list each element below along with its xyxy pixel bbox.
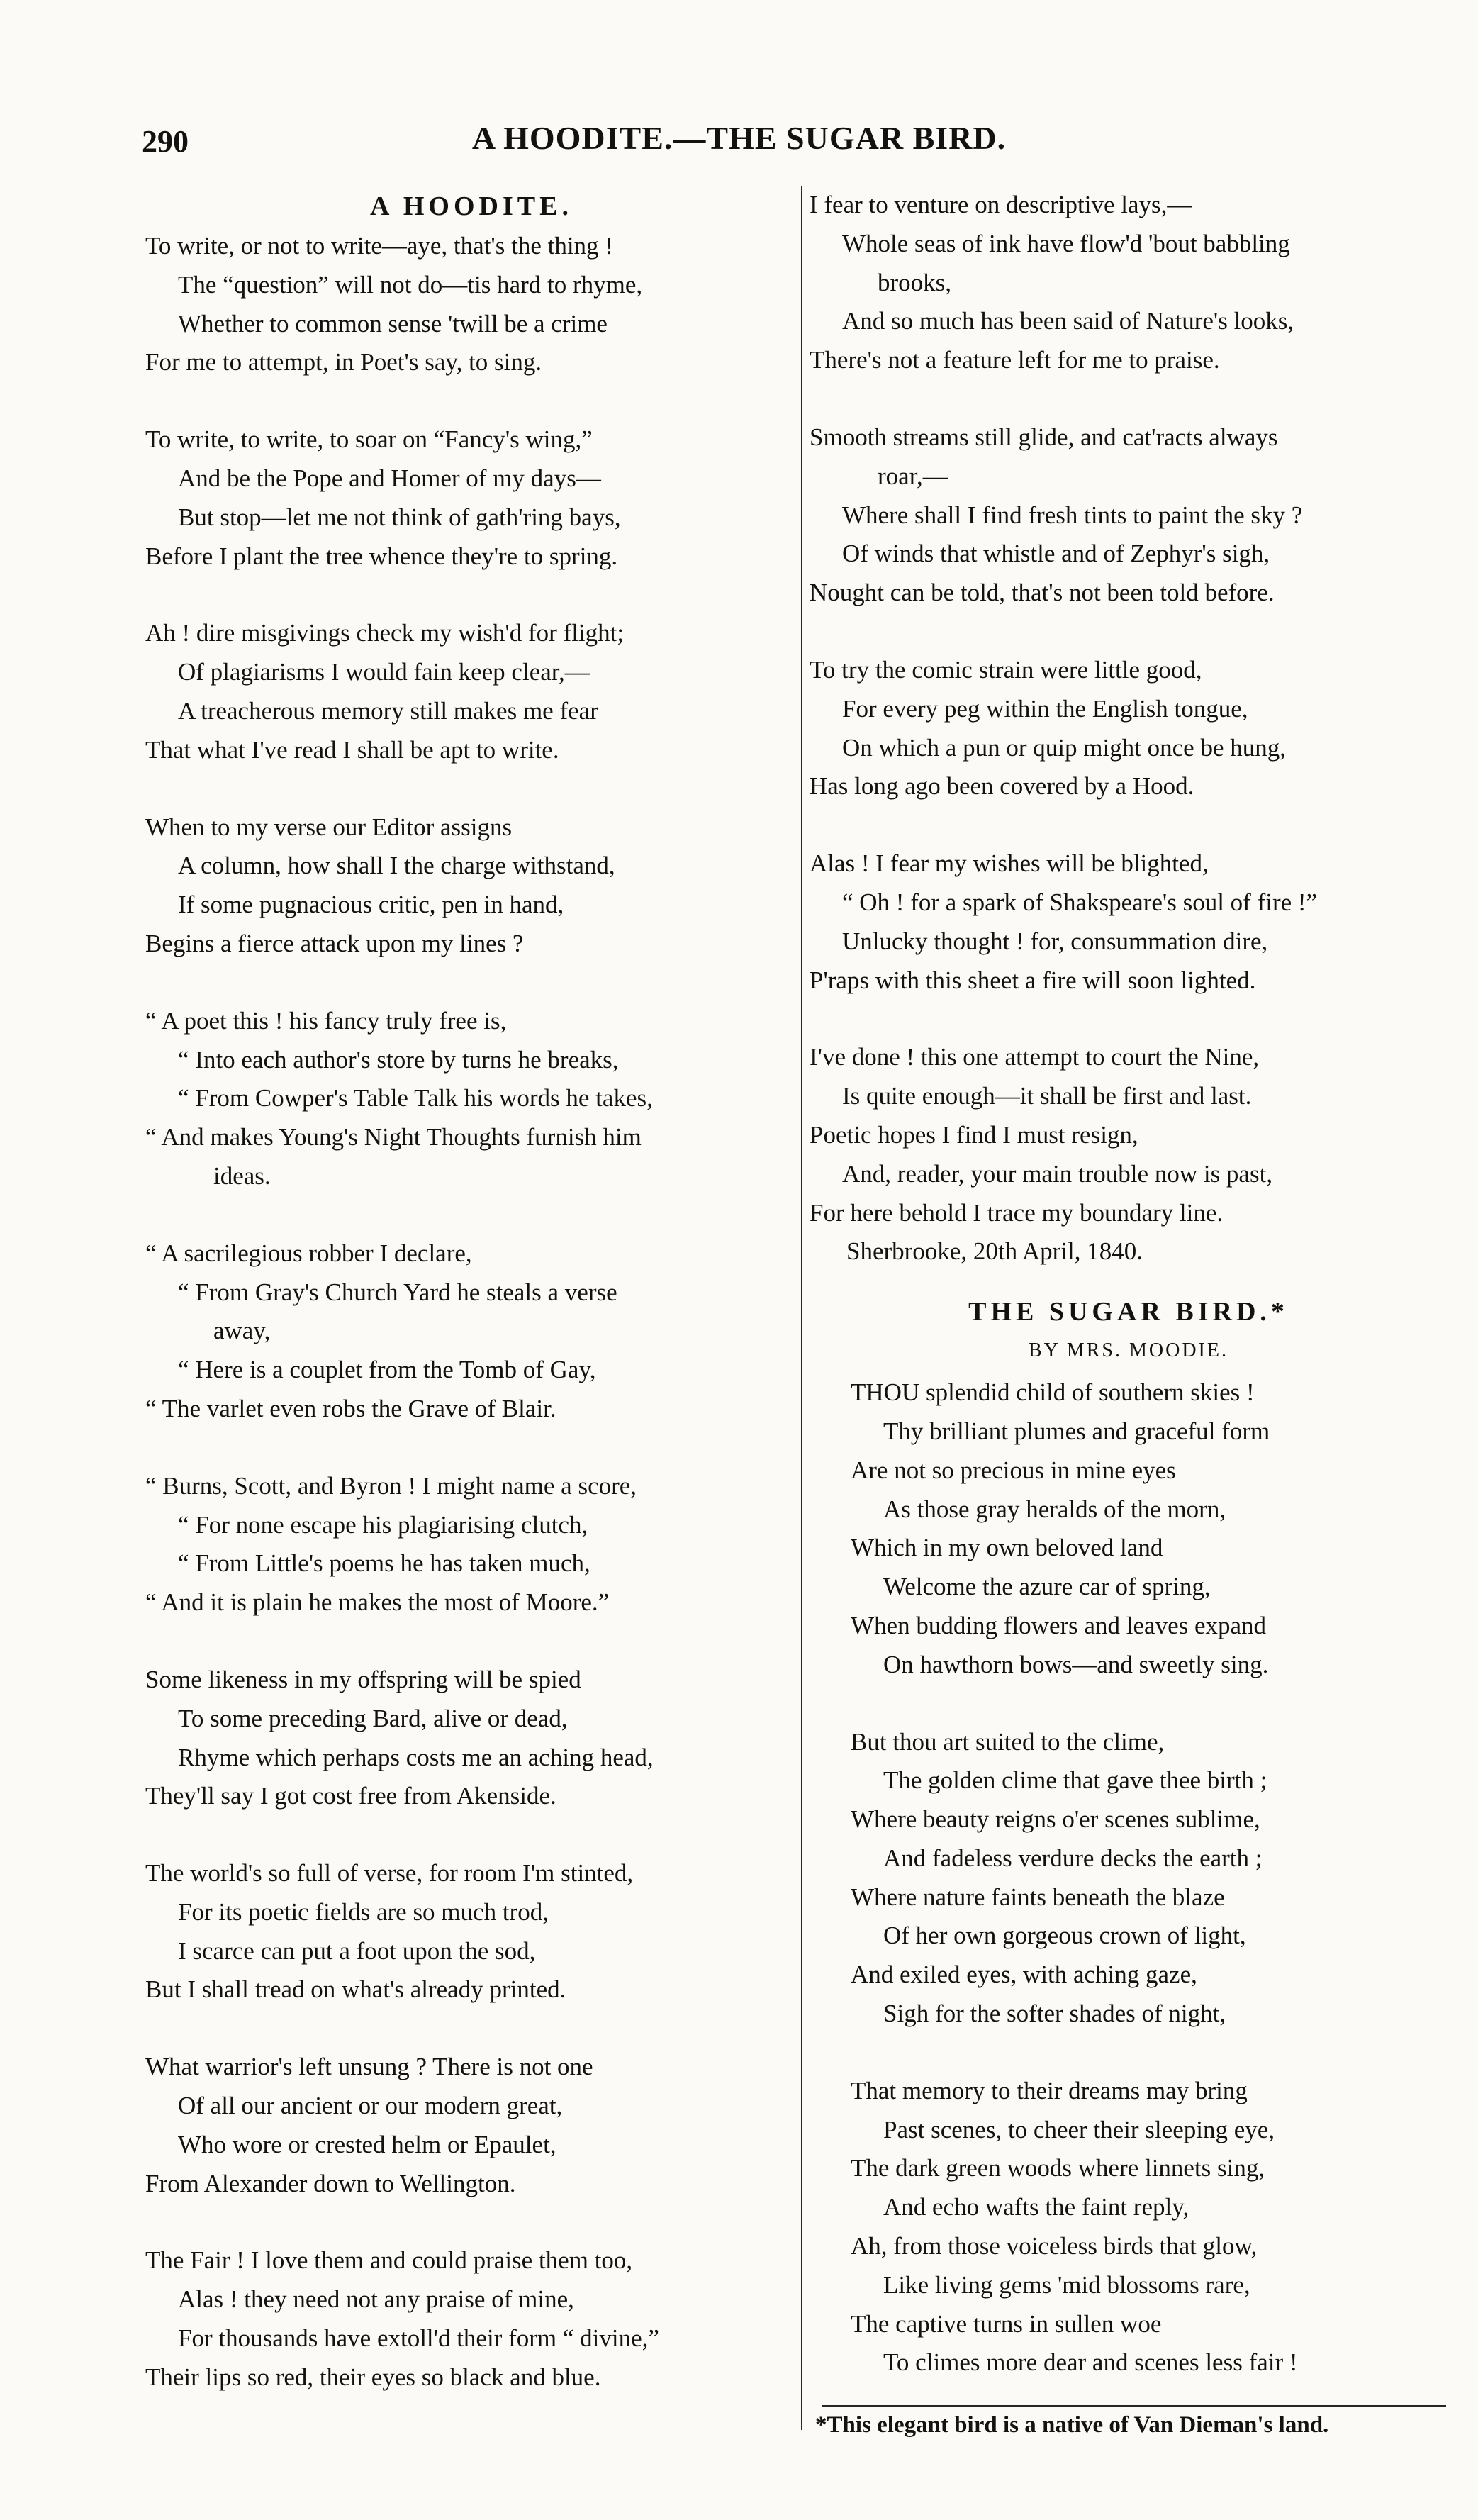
hoodite-stanza-3 — [145, 614, 797, 769]
verse-line: To write, or not to write—aye, that's the thing ! — [145, 232, 613, 260]
hoodite-stanza-1 — [145, 227, 797, 382]
verse-line: What warrior's left unsung ? There is not one — [145, 2053, 593, 2081]
hoodite-stanza-12 — [810, 186, 1448, 380]
verse-line: I've done ! this one attempt to court the Nine, — [810, 1043, 1260, 1071]
verse-line: And exiled eyes, with aching gaze, — [851, 1961, 1197, 1989]
verse-line: If some pugnacious critic, pen in hand, — [178, 891, 564, 919]
verse-line: Whole seas of ink have flow'd 'bout babbling — [842, 229, 1290, 257]
hoodite-stanza-5 — [145, 1002, 797, 1196]
verse-line: Are not so precious in mine eyes — [851, 1456, 1176, 1484]
verse-line: But thou art suited to the clime, — [851, 1727, 1165, 1756]
verse-line: But stop—let me not think of gath'ring bays, — [178, 503, 621, 531]
verse-line: To write, to write, to soar on “Fancy's wing,” — [145, 425, 593, 454]
verse-line: Alas ! I fear my wishes will be blighted, — [810, 849, 1209, 878]
verse-line: On which a pun or quip might once be hung, — [842, 733, 1287, 762]
verse-line: Where beauty reigns o'er scenes sublime, — [851, 1805, 1260, 1834]
verse-line: Before I plant the tree whence they're to spring. — [145, 542, 618, 570]
verse-line: To try the comic strain were little good, — [810, 655, 1202, 684]
verse-line: And echo wafts the faint reply, — [883, 2193, 1189, 2221]
verse-line: Poetic hopes I find I must resign, — [810, 1120, 1138, 1149]
verse-line: Which in my own beloved land — [851, 1534, 1163, 1562]
hoodite-stanza-2 — [145, 420, 797, 576]
verse-line: ideas. — [213, 1161, 271, 1190]
verse-line: Is quite enough—it shall be first and last. — [842, 1082, 1252, 1110]
verse-line: I scarce can put a foot upon the sod, — [178, 1936, 536, 1965]
verse-line: Nought can be told, that's not been told before. — [810, 579, 1275, 607]
dateline: Sherbrooke, 20th April, 1840. — [846, 1237, 1143, 1266]
verse-line: Where nature faints beneath the blaze — [851, 1883, 1225, 1911]
hoodite-stanza-10 — [145, 2048, 797, 2203]
verse-line: When budding flowers and leaves expand — [851, 1611, 1267, 1639]
hoodite-stanza-15 — [810, 844, 1448, 1000]
verse-line: Ah, from those voiceless birds that glow, — [851, 2232, 1258, 2260]
hoodite-stanza-8 — [145, 1661, 797, 1816]
verse-line: “ And makes Young's Night Thoughts furnish him — [145, 1123, 642, 1152]
verse-line: “ For none escape his plagiarising clutch, — [178, 1510, 588, 1539]
hoodite-stanza-13 — [810, 418, 1448, 613]
verse-line: The dark green woods where linnets sing, — [851, 2154, 1265, 2182]
verse-line: The world's so full of verse, for room I'm stinted, — [145, 1859, 634, 1888]
verse-line: P'raps with this sheet a fire will soon lighted. — [810, 966, 1256, 994]
verse-line: But I shall tread on what's already printed. — [145, 1975, 566, 2004]
verse-line: The “question” will not do—tis hard to rhyme, — [178, 270, 643, 299]
hoodite-stanza-7 — [145, 1467, 797, 1622]
hoodite-title: A HOODITE. — [370, 191, 573, 221]
verse-line: “ Oh ! for a spark of Shakspeare's soul of fire !” — [842, 888, 1318, 916]
sugar-bird-stanza-3 — [851, 2072, 1448, 2382]
verse-line: Ah ! dire misgivings check my wish'd for flight; — [145, 619, 625, 647]
verse-line: “ And it is plain he makes the most of Moore.” — [145, 1588, 610, 1617]
verse-line: And be the Pope and Homer of my days— — [178, 464, 601, 492]
hoodite-stanza-16 — [810, 1038, 1448, 1271]
verse-line: When to my verse our Editor assigns — [145, 813, 513, 841]
verse-line: I fear to venture on descriptive lays,— — [810, 191, 1192, 218]
verse-line: Smooth streams still glide, and cat'racts always — [810, 423, 1278, 451]
verse-line: “ Here is a couplet from the Tomb of Gay, — [178, 1356, 596, 1384]
verse-line: For every peg within the English tongue, — [842, 694, 1248, 723]
verse-line: “ From Gray's Church Yard he steals a verse — [178, 1278, 617, 1306]
sugar-bird-byline: BY MRS. MOODIE. — [1029, 1339, 1228, 1362]
verse-line: Past scenes, to cheer their sleeping eye, — [883, 2115, 1275, 2143]
verse-line: “ Burns, Scott, and Byron ! I might name a score, — [145, 1471, 637, 1500]
hoodite-stanza-4 — [145, 808, 797, 964]
hoodite-stanza-14 — [810, 651, 1448, 806]
hoodite-stanza-9 — [145, 1854, 797, 2009]
verse-line: For me to attempt, in Poet's say, to sing. — [145, 348, 542, 377]
footnote-rule — [822, 2405, 1446, 2407]
verse-line: Welcome the azure car of spring, — [883, 1573, 1211, 1601]
verse-line: THOU splendid child of southern skies ! — [851, 1378, 1255, 1407]
column-divider — [801, 186, 802, 2430]
verse-line: And so much has been said of Nature's looks, — [842, 307, 1294, 335]
verse-line: Alas ! they need not any praise of mine, — [178, 2285, 574, 2314]
verse-line: They'll say I got cost free from Akenside. — [145, 1782, 556, 1810]
verse-line: Has long ago been covered by a Hood. — [810, 772, 1194, 801]
hoodite-stanza-11 — [145, 2241, 797, 2397]
verse-line: “ The varlet even robs the Grave of Blair. — [145, 1394, 556, 1422]
footnote: *This elegant bird is a native of Van Dieman's land. — [815, 2412, 1329, 2438]
verse-line: Their lips so red, their eyes so black and blue. — [145, 2363, 601, 2391]
verse-line: Rhyme which perhaps costs me an aching head, — [178, 1743, 654, 1771]
verse-line: Of her own gorgeous crown of light, — [883, 1922, 1246, 1950]
sugar-bird-poem — [810, 1373, 1448, 2382]
verse-line: A treacherous memory still makes me fear — [178, 696, 598, 725]
verse-line: brooks, — [878, 268, 952, 296]
verse-line: The golden clime that gave thee birth ; — [883, 1766, 1267, 1795]
verse-line: roar,— — [878, 462, 948, 490]
verse-line: Who wore or crested helm or Epaulet, — [178, 2130, 556, 2158]
verse-line: Of all our ancient or our modern great, — [178, 2092, 563, 2120]
verse-line: On hawthorn bows—and sweetly sing. — [883, 1650, 1269, 1678]
verse-line: That what I've read I shall be apt to write. — [145, 735, 559, 764]
verse-line: Begins a fierce attack upon my lines ? — [145, 929, 524, 957]
verse-line: The captive turns in sullen woe — [851, 2309, 1162, 2338]
verse-line: From Alexander down to Wellington. — [145, 2169, 516, 2197]
verse-line: As those gray heralds of the morn, — [883, 1495, 1226, 1523]
verse-line: And fadeless verdure decks the earth ; — [883, 1844, 1263, 1872]
verse-line: The Fair ! I love them and could praise them too, — [145, 2246, 633, 2275]
verse-line: “ Into each author's store by turns he breaks, — [178, 1045, 619, 1074]
verse-line: Unlucky thought ! for, consummation dire, — [842, 927, 1268, 955]
verse-line: To some preceding Bard, alive or dead, — [178, 1704, 568, 1732]
sugar-bird-stanza-2 — [851, 1723, 1448, 2034]
verse-line: For here behold I trace my boundary line. — [810, 1198, 1224, 1227]
verse-line: Where shall I find fresh tints to paint the sky ? — [842, 501, 1303, 529]
verse-line: “ A poet this ! his fancy truly free is, — [145, 1006, 507, 1035]
verse-line: Of winds that whistle and of Zephyr's sigh, — [842, 540, 1270, 568]
verse-line: “ From Little's poems he has taken much, — [178, 1549, 590, 1578]
running-title: A HOODITE.—THE SUGAR BIRD. — [471, 120, 1007, 156]
hoodite-stanza-6 — [145, 1234, 797, 1429]
verse-line: And, reader, your main trouble now is past, — [842, 1159, 1273, 1188]
verse-line: To climes more dear and scenes less fair ! — [883, 2348, 1298, 2377]
verse-line: There's not a feature left for me to praise. — [810, 346, 1220, 374]
verse-line: That memory to their dreams may bring — [851, 2076, 1248, 2104]
verse-line: For thousands have extoll'd their form “ divine,” — [178, 2324, 659, 2353]
verse-line: “ From Cowper's Table Talk his words he takes, — [178, 1084, 653, 1113]
verse-line: A column, how shall I the charge withstand, — [178, 852, 615, 880]
sugar-bird-stanza-1 — [851, 1373, 1448, 1684]
verse-line: away, — [213, 1317, 271, 1345]
verse-line: Of plagiarisms I would fain keep clear,— — [178, 658, 590, 686]
verse-line: Sigh for the softer shades of night, — [883, 2000, 1226, 2028]
right-column — [810, 186, 1448, 2382]
left-column — [145, 186, 797, 2397]
verse-line: Some likeness in my offspring will be spied — [145, 1665, 581, 1693]
verse-line: Whether to common sense 'twill be a crime — [178, 309, 608, 338]
verse-line: For its poetic fields are so much trod, — [178, 1897, 549, 1926]
verse-line: Thy brilliant plumes and graceful form — [883, 1417, 1270, 1445]
page-number: 290 — [142, 124, 189, 159]
verse-line: Like living gems 'mid blossoms rare, — [883, 2270, 1250, 2299]
sugar-bird-title: THE SUGAR BIRD.* — [968, 1297, 1289, 1327]
verse-line: “ A sacrilegious robber I declare, — [145, 1239, 472, 1267]
